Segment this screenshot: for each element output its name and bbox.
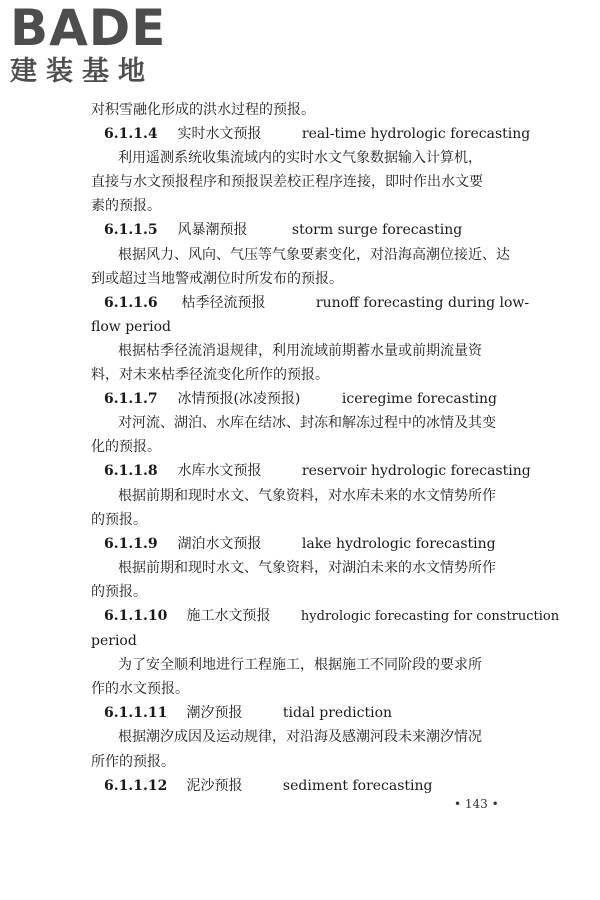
term-english: reservoir hydrologic forecasting <box>301 463 531 480</box>
text-line: 为了安全顺利地进行工程施工，根据施工不同阶段的要求所 <box>118 657 482 674</box>
document-body <box>91 98 560 798</box>
text-line: 根据风力、风向、气压等气象要素变化，对沿海高潮位接近、达 <box>118 246 510 263</box>
logo-wordmark: BADE <box>10 0 167 57</box>
term-english: real-time hydrologic forecasting <box>301 126 531 143</box>
text-line: 化的预报。 <box>91 439 161 456</box>
term-chinese: 泥沙预报 <box>186 777 243 794</box>
term-chinese: 风暴潮预报 <box>177 222 248 239</box>
text-line: 的预报。 <box>91 511 147 528</box>
term-number: 6.1.1.7 <box>104 391 158 408</box>
term-heading-6-1-1-10 <box>91 604 560 629</box>
term-heading-6-1-1-12 <box>91 774 511 798</box>
term-number: 6.1.1.6 <box>104 294 158 311</box>
text-line: 根据潮汐成因及运动规律，对沿海及感潮河段未来潮汐情况 <box>118 729 482 746</box>
term-chinese: 冰情预报(冰凌预报) <box>177 391 301 408</box>
term-number: 6.1.1.5 <box>104 222 158 239</box>
text-line: 料，对未来枯季径流变化所作的预报。 <box>91 367 329 384</box>
term-number: 6.1.1.9 <box>104 535 158 552</box>
text-line: 素的预报。 <box>91 198 161 215</box>
text-line: 直接与水文预报程序和预报误差校正程序连接，即时作出水文要 <box>91 174 483 191</box>
text-line: 对积雪融化形成的洪水过程的预报。 <box>91 102 315 118</box>
term-heading-6-1-1-11 <box>91 701 511 725</box>
term-chinese: 潮汐预报 <box>186 705 243 722</box>
term-chinese: 水库水文预报 <box>177 463 262 480</box>
term-chinese: 实时水文预报 <box>177 126 262 143</box>
term-english: storm surge forecasting <box>291 222 463 239</box>
logo-subtitle: 建装基地 <box>10 56 154 87</box>
term-number: 6.1.1.11 <box>104 705 168 722</box>
text-line: 根据前期和现时水文、气象资料，对湖泊未来的水文情势所作 <box>118 559 496 576</box>
term-chinese: 施工水文预报 <box>186 607 271 624</box>
text-line: flow period <box>91 318 172 335</box>
term-heading-6-1-1-7 <box>91 387 511 411</box>
term-chinese: 湖泊水文预报 <box>177 535 262 552</box>
text-line: 到或超过当地警戒潮位时所发布的预报。 <box>91 270 343 287</box>
term-number: 6.1.1.12 <box>104 777 168 794</box>
text-line: 根据枯季径流消退规律，利用流域前期蓄水量或前期流量资 <box>118 342 482 359</box>
text-line: 作的水文预报。 <box>91 681 189 698</box>
term-english: lake hydrologic forecasting <box>301 535 496 552</box>
page-number: • 143 • <box>454 797 499 811</box>
text-line: 根据前期和现时水文、气象资料，对水库未来的水文情势所作 <box>118 487 496 504</box>
term-heading-6-1-1-9 <box>91 532 511 556</box>
term-number: 6.1.1.8 <box>104 463 158 480</box>
text-line: 所作的预报。 <box>91 753 175 770</box>
term-number: 6.1.1.10 <box>104 607 168 624</box>
text-line: 利用遥测系统收集流域内的实时水文气象数据输入计算机， <box>118 150 482 167</box>
term-english: runoff forecasting during low- <box>315 294 530 311</box>
term-english: hydrologic forecasting for construction <box>300 608 560 624</box>
term-heading-6-1-1-4 <box>91 122 531 146</box>
term-english: iceregime forecasting <box>341 391 497 408</box>
bade-logo <box>10 2 166 88</box>
term-chinese: 枯季径流预报 <box>181 294 266 311</box>
text-line: 对河流、湖泊、水库在结冰、封冻和解冻过程中的冰情及其变 <box>118 415 496 432</box>
text-line: period <box>91 633 137 650</box>
term-english: tidal prediction <box>282 705 393 722</box>
term-english: sediment forecasting <box>282 777 433 794</box>
term-number: 6.1.1.4 <box>104 126 158 143</box>
text-line: 的预报。 <box>91 583 147 600</box>
term-heading-6-1-1-8 <box>91 459 531 483</box>
term-heading-6-1-1-6 <box>91 291 530 315</box>
term-heading-6-1-1-5 <box>91 218 511 242</box>
